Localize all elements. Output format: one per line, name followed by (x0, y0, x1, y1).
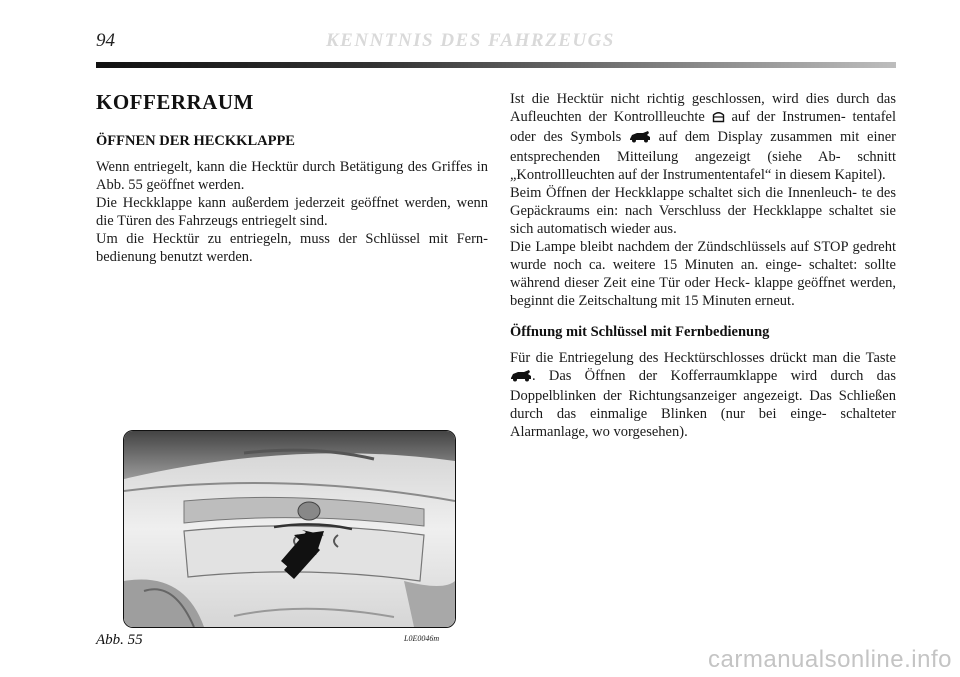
warning-text-part-3: auf dem Display zusammen mit einer entsprechenden Mitteilung angezeigt (siehe Ab- schnitt „Kontrollleuchten auf der Instrumententafel“ in diesem Kapitel). Beim Öffnen der Heckklappe schaltet sich die Innenleuch- te des Gepäckraums ein: nach Verschluss der Heckklappe schaltet sie sich automatisch wieder aus. Die Lampe bleibt nachdem der Zündschlüssels auf STOP gedreht wurde noch ca. weitere 15 Minuten an. einge- schaltet: sollte während dieser Zeit eine Tür oder Heck- klappe geöffnet werden, beginnt die Zeitschaltung mit 15 Minuten erneut. (510, 129, 896, 309)
remote-text-part-1: Für die Entriegelung des Hecktürschlosses drückt man die Taste (510, 350, 896, 366)
header-rule (96, 62, 896, 68)
left-column (96, 90, 488, 280)
car-open-tailgate-icon (629, 130, 651, 148)
page-number: 94 (96, 30, 115, 51)
running-header: KENNTNIS DES FAHRZEUGS (326, 30, 615, 51)
figure-caption: Abb. 55 (96, 632, 143, 648)
figure-tailgate-handle (123, 430, 456, 628)
warning-text-part-1: Ist die Hecktür nicht richtig geschlossen, wird dies durch das Aufleuchten der Kontrollleuchte (510, 91, 896, 125)
paragraph-remote-key (510, 349, 896, 441)
figure-code: L0E0046m (404, 634, 440, 643)
subheading-remote-key: Öffnung mit Schlüssel mit Fernbedienung (510, 324, 770, 340)
watermark: carmanualsonline.info (708, 646, 952, 673)
tailgate-illustration (124, 431, 455, 627)
warning-text-part-2: auf der Instrumen- tentafel oder des Symbols (510, 109, 896, 145)
remote-text-part-2: . Das Öffnen der Kofferraumklappe wird durch das Doppelblinken der Richtungsanzeiger angezeigt. Das Schließen durch das einmalige Blinken (nur bei einge- schalteter Alarmanlage, wo vorgesehen). (510, 368, 896, 440)
paragraph-open-tailgate: Wenn entriegelt, kann die Hecktür durch Betätigung des Griffes in Abb. 55 geöffnet werden. Die Heckklappe kann außerdem jederzeit geöffnet werden, wenn die Türen des Fahrzeugs entriegelt sind. Um die Hecktür zu entriegeln, muss der Schlüssel mit Fern- bedienung benutzt werden. (96, 159, 488, 265)
right-column (510, 90, 896, 455)
section-title: KOFFERRAUM (96, 90, 254, 114)
paragraph-warning (510, 90, 896, 310)
subheading-open-tailgate: ÖFFNEN DER HECKKLAPPE (96, 133, 295, 149)
car-open-tailgate-icon (510, 369, 532, 387)
open-boot-warning-icon (712, 110, 725, 128)
